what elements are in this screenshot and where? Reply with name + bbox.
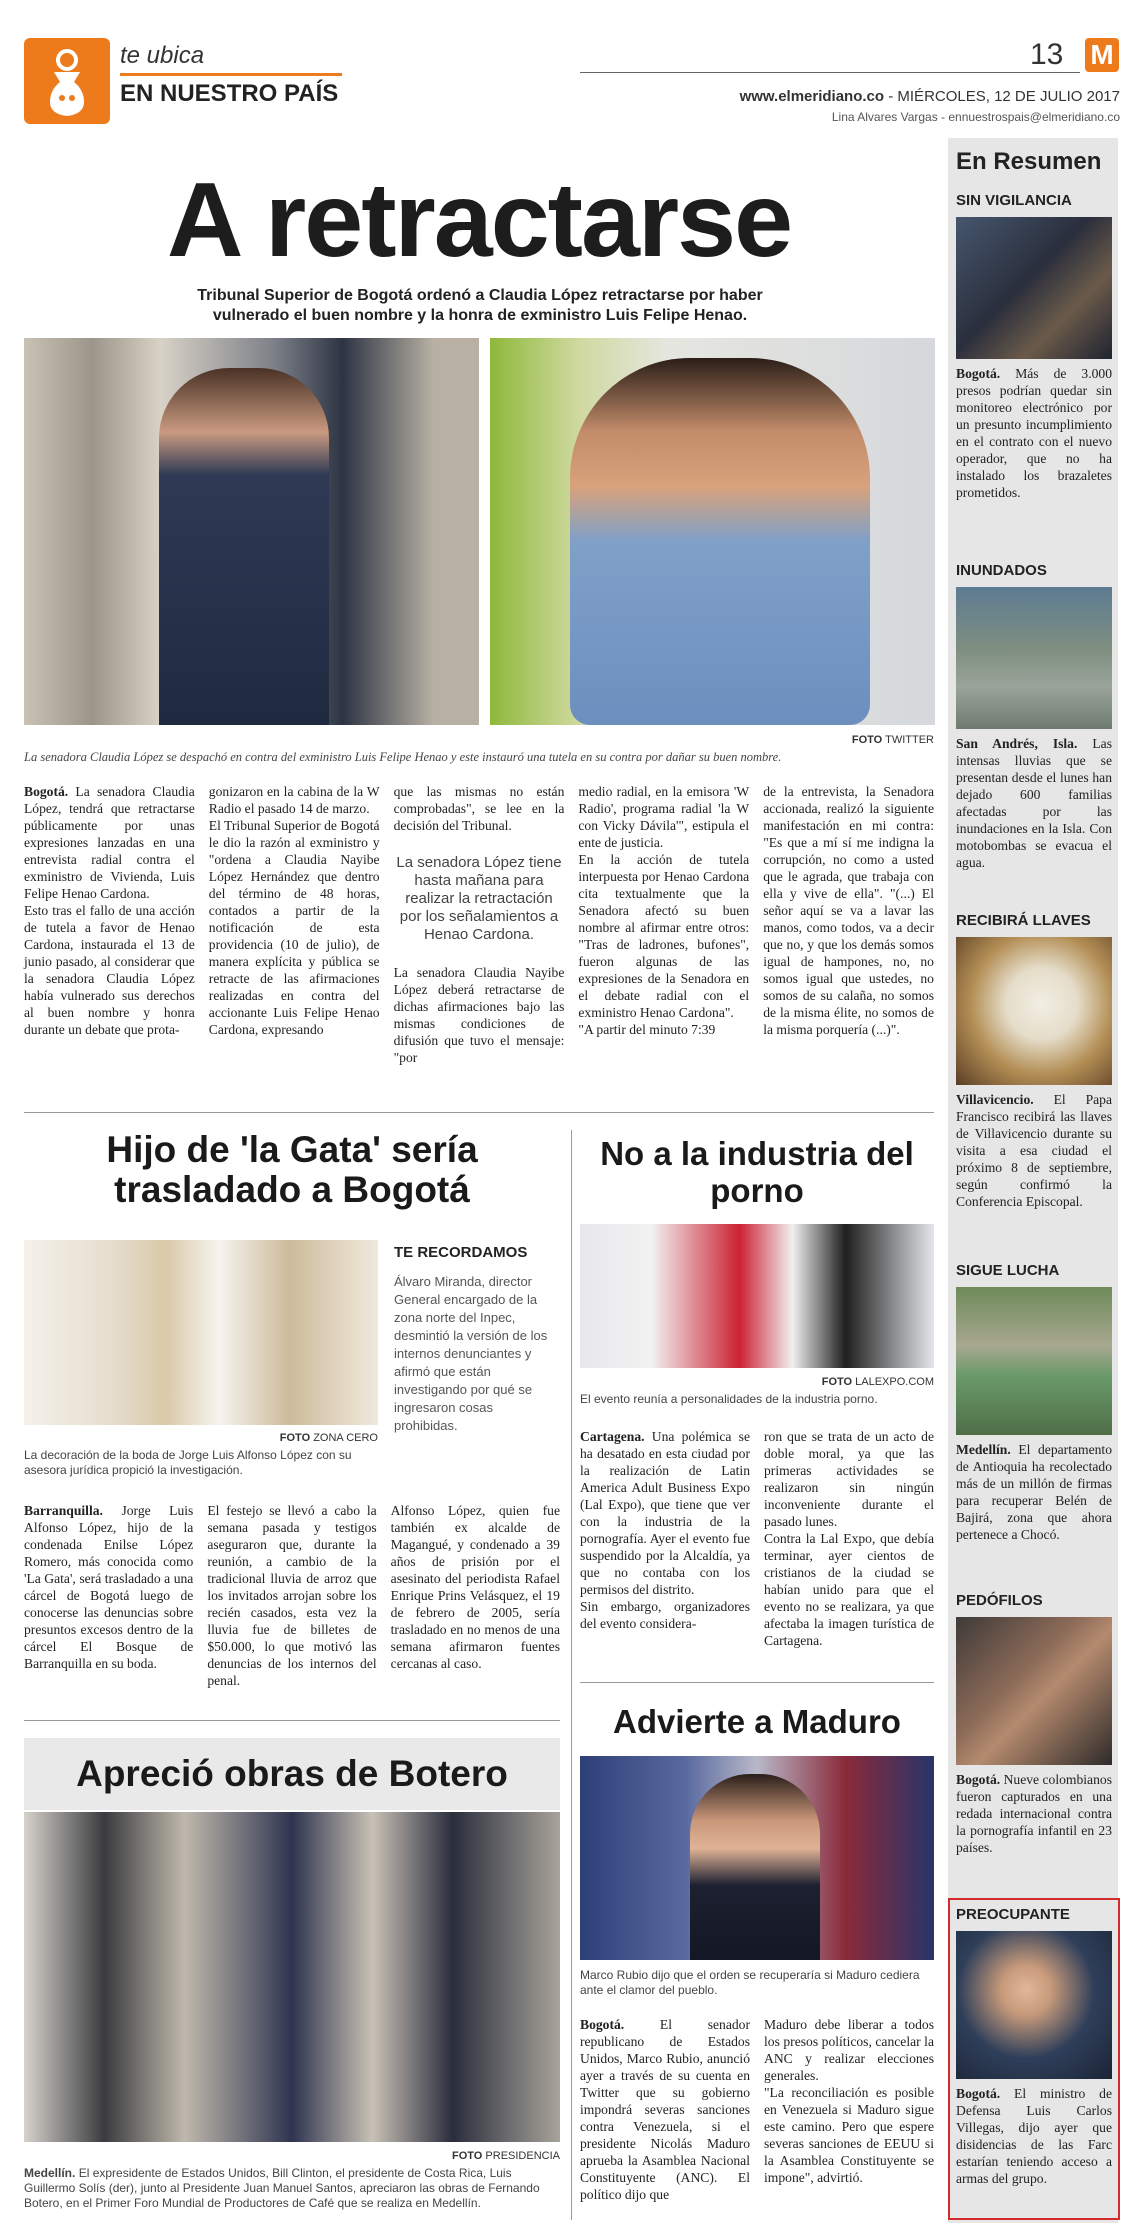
photo-minister (956, 1931, 1112, 2079)
recordamos-title: TE RECORDAMOS (394, 1244, 528, 1261)
maduro-col-2: Maduro debe liberar a todos los presos políticos, cancelar la ANC y realizar elecciones generales. "La reconciliación es posible en Venezuela si Maduro sigue este camino. Pero que espere severas sanciones de EEUU si la Asamblea Constituyente se impone", advirtió. (764, 2017, 934, 2185)
sidebar-item-text: Bogotá. Nueve colombianos fueron capturados en una redada internacional contra la pornografía infantil en 23 países. (956, 1772, 1112, 1855)
porno-body (580, 1428, 934, 1649)
sidebar-item (956, 1906, 1112, 2187)
photo-claudia-lopez (24, 338, 479, 725)
sidebar-item-text: Villavicencio. El Papa Francisco recibirá las llaves de Villavicencio durante su visita a esa ciudad el próximo 8 de septiembre, según confirmó la Conferencia Episcopal. (956, 1092, 1112, 1209)
porno-col-2: ron que se trata de un acto de doble moral, ya que las primeras actividades se realizaron sin ningún inconveniente durante el pasado lunes. Contra la Lal Expo, que debía terminar, ayer cientos de cristianos de la ciudad se habían unido para que el evento no se realizara, ya que afectaba la imagen turística de Cartagena. (764, 1429, 934, 1648)
lead-body (24, 783, 934, 1066)
maduro-headline: Advierte a Maduro (613, 1703, 901, 1740)
gata-divider (24, 1720, 560, 1721)
brand-logo: M (1085, 38, 1119, 72)
photo-pope (956, 937, 1112, 1085)
sidebar-item-title: PREOCUPANTE (956, 1906, 1070, 1923)
photo-wedding (24, 1240, 378, 1425)
photo-botero-visit (24, 1812, 560, 2142)
photo-credit: FOTO TWITTER (851, 734, 934, 746)
lead-col-3: que las mismas no están comprobadas", se lee en la decisión del Tribunal. La senadora López tiene hasta mañana para realizar la retractación por los señalamientos a Henao Cardona. La senadora Claudia Nayibe López deberá retractarse de dichas afirmaciones bajo las mismas condiciones de difusión que tuvo el mensaje: "por (393, 784, 565, 1065)
sidebar-title: En Resumen (956, 148, 1102, 175)
gata-col-3: Alfonso López, quien fue también ex alcalde de Magangué, y condenado a 39 años de prisión por el asesinato del periodista Rafael Enrique Prins Velásquez, el 19 de febrero de 2005, sería trasladado en no menos de una semana afirmaron fuentes cercanas al caso. (390, 1503, 560, 1671)
gata-caption: La decoración de la boda de Jorge Luis Alfonso López con su asesora jurídica propició la investigación. (24, 1448, 352, 1477)
sidebar-item (956, 1592, 1112, 1856)
lead-col-4: medio radial, en la emisora 'W Radio', programa radial 'la W con Vicky Dávila'", estipula el ente de justicia. En la acción de tutela interpuesta por Henao Cardona cita textualmente que la Senadora afectó su buen nombre al afirmar entre otros: "Tras de ladrones, bufones", fueron algunas de las expresiones de la Senadora en el debate radial con el exministro Henao Cardona". "A partir del minuto 7:39 (578, 784, 750, 1037)
sidebar-item-text: Bogotá. El ministro de Defensa Luis Carlos Villegas, dijo ayer que disidencias de las Farc estarían teniendo acceso a armas del grupo. (956, 2086, 1112, 2186)
botero-headline: Apreció obras de Botero (76, 1753, 508, 1794)
photo-credit: FOTO PRESIDENCIA (452, 2150, 560, 2162)
lead-subhead: Tribunal Superior de Bogotá ordenó a Claudia López retractarse por haber vulnerado el buen nombre y la honra de exministro Luis Felipe Henao. (197, 287, 763, 324)
botero-caption: Medellín. El expresidente de Estados Unidos, Bill Clinton, el presidente de Costa Rica, Luis Guillermo Solís (der), junto al Presidente Juan Manuel Santos, apreciaron las obras de Fernando Botero, en el Primer Foro Mundial de Productores de Café que se realiza en Medellín. (24, 2166, 540, 2210)
sidebar-item (956, 562, 1112, 871)
porno-divider (580, 1682, 934, 1683)
vase-icon (24, 38, 110, 124)
sidebar-item-title: PEDÓFILOS (956, 1592, 1043, 1609)
gata-col-2: El festejo se llevó a cabo la semana pasada y testigos aseguraron que, durante la reunión, a cambio de la tradicional lluvia de arroz que los invitados arrojan sobre los recién casados, esta vez la lluvia fue de billetes de $50.000, lo que motivó las denuncias de los internos del penal. (207, 1503, 377, 1688)
section-logo (24, 38, 110, 124)
header-rule (580, 72, 1080, 73)
lead-col-5: de la entrevista, la Senadora accionada, realizó la siguiente manifestación en mi contra: "Es que a mí sí me indigna la corrupción, no como a usted que le agrada, que trabaja con ella y vive de ella". "(...) El señor aquí se va a lavar las manos, como todos, va a decir que no, y que los demás somos igual de hampones, no, no somos igual que ustedes, no somos de su calaña, no somos de la misma élite, no somos de la misma porquería (...)". (763, 784, 934, 1037)
sidebar-item-title: INUNDADOS (956, 562, 1047, 579)
lead-caption: La senadora Claudia López se despachó en contra del exministro Luis Felipe Henao y este instauró una tutela en su contra por dañar su buen nombre. (24, 750, 782, 764)
photo-credit: FOTO ZONA CERO (279, 1432, 378, 1444)
sidebar-item-text: Medellín. El departamento de Antioquia ha recolectado más de un millón de firmas para recuperar Belén de Bajirá, zona que ahora pertenece a Chocó. (956, 1442, 1112, 1542)
photo-credit: FOTO LALEXPO.COM (821, 1376, 934, 1388)
gata-headline: Hijo de 'la Gata' sería trasladado a Bogotá (106, 1129, 478, 1210)
photo-flood (956, 587, 1112, 729)
pullquote: La senadora López tiene hasta mañana para realizar la retractación por los señalamientos a Henao Cardona. (396, 854, 562, 943)
column-divider (571, 1130, 572, 2220)
lead-headline: A retractarse (166, 161, 792, 279)
sidebar-item-text: San Andrés, Isla. Las intensas lluvias que se presentan desde el lunes han dejado 600 familias afectadas por las inundaciones en la Isla. Con motobombas se evacua el agua. (956, 736, 1112, 870)
dateline-bar (700, 88, 1120, 105)
section-name: EN NUESTRO PAÍS (120, 80, 339, 107)
photo-protest (956, 1287, 1112, 1435)
photo-luis-felipe-henao (490, 338, 935, 725)
sidebar-item (956, 192, 1112, 501)
photo-marco-rubio (580, 1756, 934, 1960)
sidebar-item-text: Bogotá. Más de 3.000 presos podrían quedar sin monitoreo electrónico por un presunto incumplimiento en el contrato con el nuevo operador, que no ha instalado los brazaletes prometidos. (956, 366, 1112, 500)
sidebar-item (956, 912, 1112, 1210)
byline: Lina Alvares Vargas - ennuestrospais@elmeridiano.co (831, 110, 1120, 124)
photo-handcuffs (956, 1617, 1112, 1765)
sidebar-item-title: SIN VIGILANCIA (956, 192, 1072, 209)
recordamos-text: Álvaro Miranda, director General encargado de la zona norte del Inpec, desmintió la versión de los internos denunciantes y afirmó que están investigando por qué se ingresaron cosas prohibidas. (394, 1274, 548, 1433)
sidebar-item-title: SIGUE LUCHA (956, 1262, 1060, 1279)
lead-col-1: Bogotá. La senadora Claudia López, tendrá que retractarse públicamente por unas expresiones lanzadas en una entrevista radial contra el exministro de Vivienda, Luis Felipe Henao Cardona. Esto tras el fallo de una acción de tutela a favor de Henao Cardona, instaurada el 13 de junio pasado, al considerar que la senadora Claudia López había vulnerado sus derechos al buen nombre y honra durante un debate que prota- (24, 784, 195, 1037)
recordamos-box (394, 1244, 560, 1435)
maduro-body (580, 2016, 934, 2203)
porno-col-1: Cartagena. Una polémica se ha desatado en esta ciudad por la realización de Latin America Adult Business Expo (Lal Expo), que tiene que ver con la industria de la pornografía. Ayer el evento fue suspendido por la Alcaldía, ya que no contaba con los permisos del distrito. Sin embargo, organizadores del evento considera- (580, 1429, 750, 1631)
issue-date: - MIÉRCOLES, 12 DE JULIO 2017 (888, 88, 1120, 105)
porno-headline: No a la industria del porno (600, 1135, 914, 1209)
photo-lalexpo (580, 1224, 934, 1368)
maduro-col-1: Bogotá. El senador republicano de Estados Unidos, Marco Rubio, anunció ayer a través de su cuenta en Twitter que su gobierno impondrá severas sanciones contra Venezuela, si el presidente Nicolás Maduro aprueba la Asamblea Nacional Constituyente (ANC). El político dijo que (580, 2017, 750, 2202)
section-kicker: te ubica (120, 42, 205, 69)
sidebar-item-title: RECIBIRÁ LLAVES (956, 912, 1091, 929)
gata-body (24, 1502, 560, 1689)
porno-caption: El evento reunía a personalidades de la industria porno. (580, 1392, 878, 1406)
lead-col-2: gonizaron en la cabina de la W Radio el pasado 14 de marzo. El Tribunal Superior de Bogotá le dio la razón al exministro y "ordena a Claudia Nayibe López Hernández que dentro del término de 48 horas, contados a partir de la notificación de esta providencia (10 de julio), de manera explícita y pública se retracte de las afirmaciones realizadas en contra del accionante Luis Felipe Henao Cardona, expresando (208, 784, 380, 1037)
section-underline (120, 73, 342, 76)
maduro-caption: Marco Rubio dijo que el orden se recuperaría si Maduro cediera ante el clamor del pueblo. (580, 1968, 920, 1997)
photo-ankle-monitor (956, 217, 1112, 359)
page-number: 13 (1030, 38, 1064, 71)
gata-col-1: Barranquilla. Jorge Luis Alfonso López, hijo de la condenada Enilse López Romero, más conocida como 'La Gata', será trasladado a una cárcel de Bogotá luego de conocerse las denuncias sobre presuntos excesos dentro de la cárcel El Bosque de Barranquilla en su boda. (24, 1503, 194, 1671)
lead-divider (24, 1112, 934, 1113)
sidebar-item (956, 1262, 1112, 1543)
site-url[interactable]: www.elmeridiano.co (739, 88, 885, 105)
